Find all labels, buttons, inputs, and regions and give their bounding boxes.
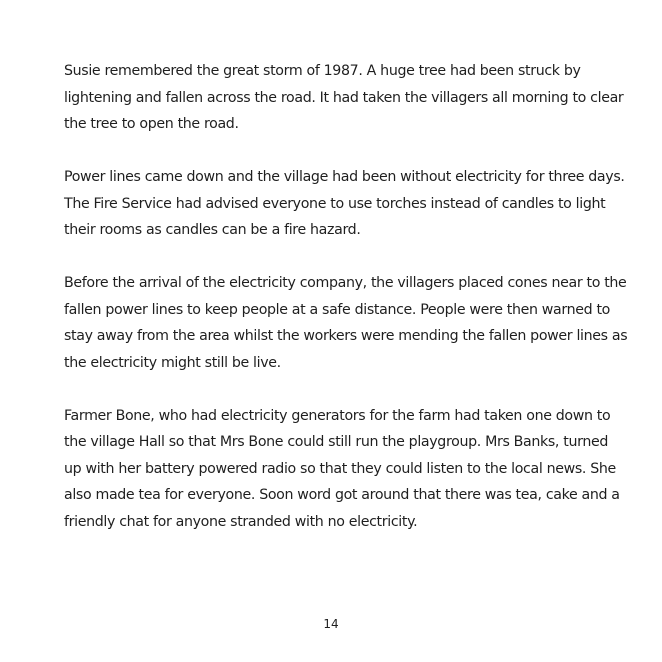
text-line: Farmer Bone, who had electricity generators for the farm had taken one down to	[64, 407, 611, 424]
page-number: 14	[323, 617, 339, 631]
paragraph-storm	[64, 58, 624, 138]
paragraph-safety	[64, 270, 628, 376]
story-text	[64, 58, 628, 562]
text-line: Power lines came down and the village had been without electricity for three days.	[64, 169, 625, 185]
text-line: Susie remembered the great storm of 1987. A huge tree had been struck by	[64, 63, 581, 79]
text-line: up with her battery powered radio so that they could listen to the local news. She	[64, 460, 616, 477]
text-line: Before the arrival of the electricity company, the villagers placed cones near to the	[64, 275, 627, 291]
paragraph-power-lines	[64, 164, 625, 244]
text-line: the tree to open the road.	[64, 116, 239, 132]
paragraph-community	[64, 403, 620, 536]
text-line: their rooms as candles can be a fire hazard.	[64, 222, 361, 238]
text-line: the village Hall so that Mrs Bone could still run the playgroup. Mrs Banks, turned	[64, 434, 609, 450]
text-line: the electricity might still be live.	[64, 354, 281, 371]
text-line: stay away from the area whilst the workers were mending the fallen power lines as	[64, 328, 628, 344]
text-line: lightening and fallen across the road. It had taken the villagers all morning to clear	[64, 89, 624, 106]
text-line: friendly chat for anyone stranded with no electricity.	[64, 513, 418, 530]
text-line: fallen power lines to keep people at a safe distance. People were then warned to	[64, 301, 611, 318]
text-line: also made tea for everyone. Soon word got around that there was tea, cake and a	[64, 487, 620, 503]
text-line: The Fire Service had advised everyone to use torches instead of candles to light	[64, 195, 606, 212]
